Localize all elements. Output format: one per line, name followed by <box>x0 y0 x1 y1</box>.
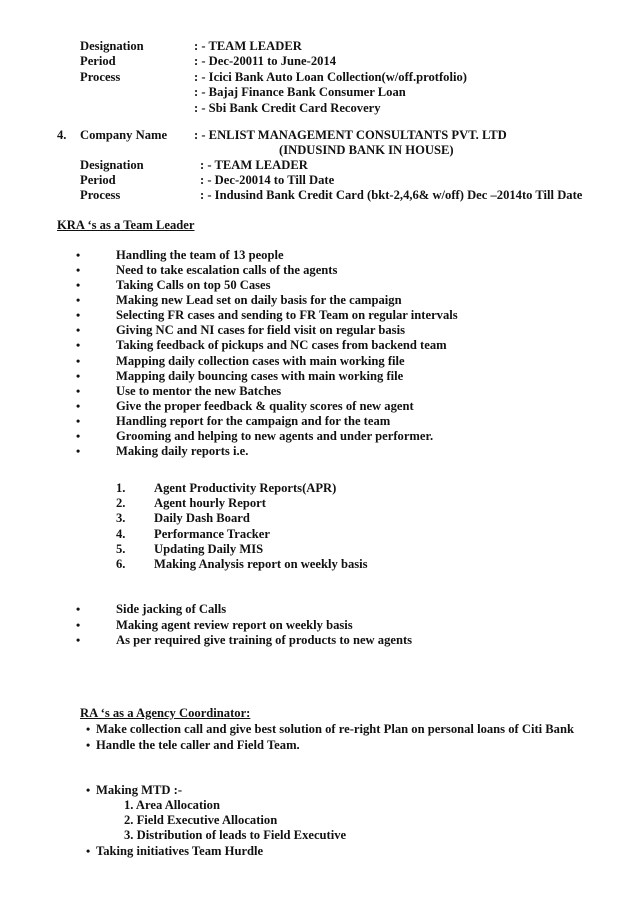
list-item: Mapping daily collection cases with main working file <box>116 354 405 368</box>
list-item: 3. Distribution of leads to Field Executive <box>124 828 347 842</box>
list-item: Use to mentor the new Batches <box>116 384 282 398</box>
list-item: Handling the team of 13 people <box>116 248 284 262</box>
process-value: : - Sbi Bank Credit Card Recovery <box>194 101 381 115</box>
list-item: Taking feedback of pickups and NC cases from backend team <box>116 338 447 352</box>
bullet-icon: • <box>86 844 91 858</box>
list-item: Handle the tele caller and Field Team. <box>96 738 300 752</box>
period-value: : - Dec-20014 to Till Date <box>200 173 335 187</box>
list-number: 5. <box>116 542 126 556</box>
process-label: Process <box>80 70 121 84</box>
list-item: Grooming and helping to new agents and under performer. <box>116 429 434 443</box>
company-value-line2: (INDUSIND BANK IN HOUSE) <box>279 143 454 157</box>
list-number: 4. <box>116 527 126 541</box>
bullet-icon: • <box>76 248 81 262</box>
section-heading-kra: KRA ‘s as a Team Leader <box>57 218 195 232</box>
list-item: Handling report for the campaign and for the team <box>116 414 391 428</box>
bullet-icon: • <box>76 633 81 647</box>
list-item: Mapping daily bouncing cases with main working file <box>116 369 404 383</box>
list-item: Agent hourly Report <box>154 496 266 510</box>
list-item: As per required give training of products to new agents <box>116 633 413 647</box>
section-heading-ra: RA ‘s as a Agency Coordinator: <box>80 706 251 720</box>
process-value: : - Icici Bank Auto Loan Collection(w/off.protfolio) <box>194 70 467 84</box>
list-item: Need to take escalation calls of the agents <box>116 263 338 277</box>
bullet-icon: • <box>76 444 81 458</box>
designation-label: Designation <box>80 158 144 172</box>
period-label: Period <box>80 54 116 68</box>
list-number: 6. <box>116 557 126 571</box>
list-number: 3. <box>116 511 126 525</box>
list-item: Taking initiatives Team Hurdle <box>96 844 264 858</box>
bullet-icon: • <box>76 263 81 277</box>
company-value: : - ENLIST MANAGEMENT CONSULTANTS PVT. LTD <box>194 128 507 142</box>
mtd-label: Making MTD :- <box>96 783 183 797</box>
list-item: Making agent review report on weekly basis <box>116 618 353 632</box>
list-item: Making new Lead set on daily basis for the campaign <box>116 293 402 307</box>
list-item: Make collection call and give best solution of re-right Plan on personal loans of Citi Bank <box>96 722 574 736</box>
bullet-icon: • <box>76 308 81 322</box>
bullet-icon: • <box>76 429 81 443</box>
list-item: Side jacking of Calls <box>116 602 227 616</box>
designation-value: : - TEAM LEADER <box>200 158 308 172</box>
list-item: Selecting FR cases and sending to FR Team on regular intervals <box>116 308 458 322</box>
list-item: Making daily reports i.e. <box>116 444 249 458</box>
bullet-icon: • <box>86 722 91 736</box>
bullet-icon: • <box>76 384 81 398</box>
list-number: 2. <box>116 496 126 510</box>
bullet-icon: • <box>76 338 81 352</box>
bullet-icon: • <box>76 369 81 383</box>
bullet-icon: • <box>76 293 81 307</box>
list-item: Performance Tracker <box>154 527 270 541</box>
designation-value: : - TEAM LEADER <box>194 39 302 53</box>
period-label: Period <box>80 173 116 187</box>
bullet-icon: • <box>76 399 81 413</box>
bullet-icon: • <box>76 618 81 632</box>
bullet-icon: • <box>76 278 81 292</box>
list-item: Give the proper feedback & quality scores of new agent <box>116 399 414 413</box>
list-item: Taking Calls on top 50 Cases <box>116 278 271 292</box>
process-label: Process <box>80 188 121 202</box>
list-item: Making Analysis report on weekly basis <box>154 557 368 571</box>
bullet-icon: • <box>76 602 81 616</box>
list-item: Updating Daily MIS <box>154 542 264 556</box>
bullet-icon: • <box>86 738 91 752</box>
list-item: 1. Area Allocation <box>124 798 220 812</box>
process-value: : - Indusind Bank Credit Card (bkt-2,4,6& w/off) Dec –2014to Till Date <box>200 188 583 202</box>
list-item: 2. Field Executive Allocation <box>124 813 278 827</box>
list-item: Agent Productivity Reports(APR) <box>154 481 337 495</box>
designation-label: Designation <box>80 39 144 53</box>
company-label: Company Name <box>80 128 168 142</box>
bullet-icon: • <box>86 783 91 797</box>
bullet-icon: • <box>76 354 81 368</box>
list-item: Giving NC and NI cases for field visit on regular basis <box>116 323 405 337</box>
bullet-icon: • <box>76 414 81 428</box>
bullet-icon: • <box>76 323 81 337</box>
list-item: Daily Dash Board <box>154 511 250 525</box>
period-value: : - Dec-20011 to June-2014 <box>194 54 337 68</box>
process-value: : - Bajaj Finance Bank Consumer Loan <box>194 85 406 99</box>
list-number: 1. <box>116 481 126 495</box>
company-number: 4. <box>57 128 67 142</box>
